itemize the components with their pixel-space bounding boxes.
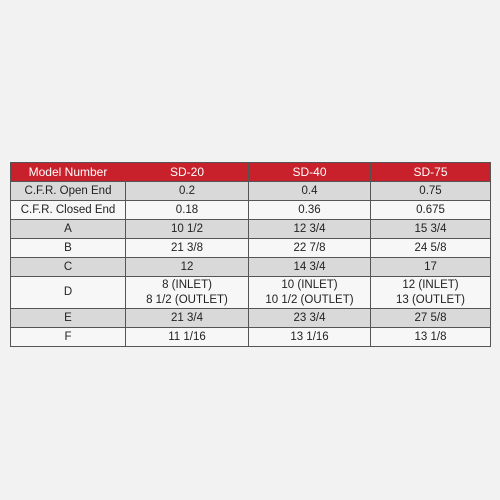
cell-value: 10 1/2: [171, 222, 203, 235]
cell-value: 0.18: [175, 203, 199, 216]
table-cell: [126, 201, 249, 220]
table-row: [11, 258, 491, 277]
table-cell: [249, 239, 371, 258]
table-cell: [371, 258, 491, 277]
cell-value-outlet: 10 1/2 (OUTLET): [265, 293, 354, 306]
table-cell: [371, 239, 491, 258]
row-label: A: [11, 220, 126, 239]
cell-value: 0.675: [416, 203, 445, 216]
table-cell: [371, 277, 491, 309]
cell-value-outlet: 13 (OUTLET): [395, 293, 465, 306]
cell-value: 12 3/4: [293, 222, 326, 235]
table-row: [11, 182, 491, 201]
table-row: [11, 201, 491, 220]
table-cell: [249, 201, 371, 220]
header-row: [11, 163, 491, 182]
table-cell: [371, 182, 491, 201]
table-cell: [249, 258, 371, 277]
table-cell: [371, 309, 491, 328]
header-sd-20: SD-20: [126, 163, 249, 182]
table-cell: [126, 277, 249, 309]
header-model-number: Model Number: [11, 163, 126, 182]
cell-value: 17: [424, 260, 437, 273]
cell-value: 0.2: [179, 184, 195, 197]
row-label: B: [11, 239, 126, 258]
table-cell: [126, 220, 249, 239]
cell-value: 13 1/8: [414, 330, 447, 343]
row-label: E: [11, 309, 126, 328]
table-row: [11, 277, 491, 309]
table-row: [11, 220, 491, 239]
table-cell: [126, 258, 249, 277]
cell-value: 22 7/8: [293, 241, 326, 254]
cell-value: 11 1/16: [168, 330, 206, 343]
cell-value: 14 3/4: [293, 260, 326, 273]
cell-value: 21 3/4: [171, 311, 203, 324]
cell-value: 21 3/8: [171, 241, 203, 254]
table-row: [11, 328, 491, 347]
cell-value-inlet: 8 (INLET): [162, 278, 212, 291]
row-label: C.F.R. Open End: [11, 182, 126, 201]
table-row: [11, 239, 491, 258]
header-sd-75: SD-75: [371, 163, 491, 182]
header-sd-40: SD-40: [249, 163, 371, 182]
table-cell: [371, 220, 491, 239]
row-label: F: [11, 328, 126, 347]
row-label: D: [11, 277, 126, 309]
cell-value: 0.4: [301, 184, 318, 197]
table-cell: [249, 220, 371, 239]
cell-value: 0.75: [419, 184, 442, 197]
table-cell: [249, 309, 371, 328]
cell-value-outlet: 8 1/2 (OUTLET): [146, 293, 228, 306]
table-cell: [371, 328, 491, 347]
spec-table: [10, 162, 491, 347]
cell-value: 15 3/4: [414, 222, 447, 235]
cell-value-inlet: 12 (INLET): [402, 278, 459, 291]
table-cell: [249, 328, 371, 347]
table-row: [11, 309, 491, 328]
table-cell: [126, 309, 249, 328]
table-cell: [249, 277, 371, 309]
cell-value: 23 3/4: [293, 311, 326, 324]
cell-value: 27 5/8: [414, 311, 447, 324]
table-cell: [126, 182, 249, 201]
table-cell: [249, 182, 371, 201]
cell-value-inlet: 10 (INLET): [281, 278, 338, 291]
cell-value: 24 5/8: [414, 241, 447, 254]
table-cell: [126, 328, 249, 347]
cell-value: 13 1/16: [290, 330, 329, 343]
table-cell: [126, 239, 249, 258]
row-label: C: [11, 258, 126, 277]
table-cell: [371, 201, 491, 220]
row-label: C.F.R. Closed End: [11, 201, 126, 220]
cell-value: 12: [180, 260, 194, 273]
cell-value: 0.36: [298, 203, 321, 216]
